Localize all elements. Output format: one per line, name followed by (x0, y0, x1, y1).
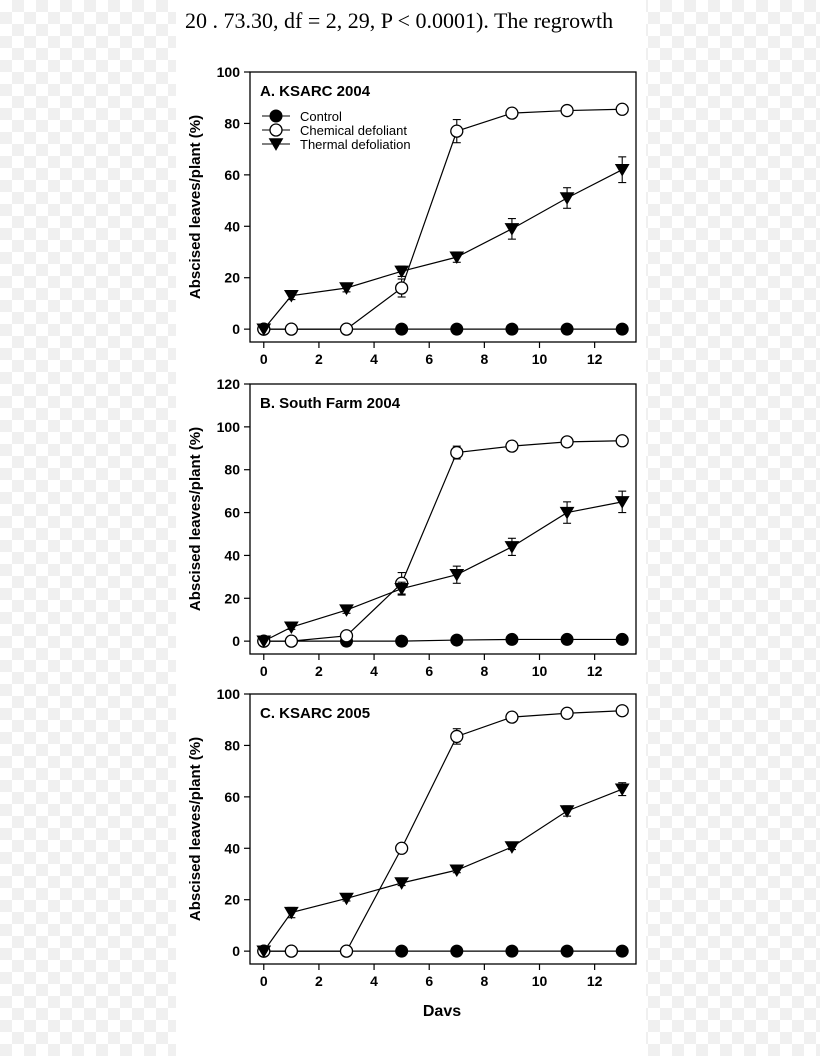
y-tick-label: 20 (224, 891, 240, 908)
data-point-chemical-defoliant (341, 945, 353, 957)
x-tick-label: 2 (315, 351, 323, 367)
data-point-thermal-defoliation (340, 893, 353, 904)
x-tick-label: 2 (315, 973, 323, 989)
legend-marker (270, 124, 282, 136)
y-tick-label: 40 (224, 218, 240, 235)
data-point-control (506, 323, 518, 335)
legend-marker (270, 110, 282, 122)
data-point-thermal-defoliation (450, 252, 463, 263)
data-point-thermal-defoliation (285, 291, 298, 302)
data-point-chemical-defoliant (451, 125, 463, 137)
legend-label: Thermal defoliation (300, 137, 411, 152)
data-point-control (561, 323, 573, 335)
x-tick-label: 4 (370, 351, 378, 367)
y-tick-label: 0 (232, 321, 240, 338)
data-point-thermal-defoliation (505, 542, 518, 553)
data-point-chemical-defoliant (341, 630, 353, 642)
data-point-control (451, 634, 463, 646)
data-point-chemical-defoliant (561, 105, 573, 117)
y-tick-label: 40 (224, 840, 240, 857)
y-tick-label: 60 (224, 166, 240, 183)
data-point-chemical-defoliant (616, 705, 628, 717)
data-point-chemical-defoliant (506, 440, 518, 452)
y-tick-label: 80 (224, 461, 240, 478)
data-point-chemical-defoliant (616, 435, 628, 447)
x-tick-label: 6 (425, 663, 434, 679)
x-tick-label: 10 (531, 973, 548, 989)
y-tick-label: 0 (232, 943, 240, 960)
data-point-thermal-defoliation (285, 622, 298, 633)
y-tick-label: 120 (216, 376, 240, 392)
x-tick-label: 0 (259, 663, 268, 679)
data-point-control (396, 945, 408, 957)
data-point-thermal-defoliation (395, 878, 408, 889)
panel-title: C. KSARC 2005 (260, 705, 371, 722)
data-point-control (506, 945, 518, 957)
data-point-control (451, 945, 463, 957)
y-tick-label: 60 (224, 504, 240, 521)
panel-title: B. South Farm 2004 (260, 395, 401, 412)
data-point-thermal-defoliation (395, 583, 408, 594)
cropped-body-text: 20 . 73.30, df = 2, 29, P < 0.0001). The regrowth (185, 10, 614, 33)
x-tick-label: 10 (531, 663, 548, 679)
series-line-chemical-defoliant (264, 711, 622, 951)
x-tick-label: 4 (370, 973, 378, 989)
panel-a (187, 64, 636, 367)
panel-c (187, 686, 636, 989)
data-point-control (616, 945, 628, 957)
x-tick-label: 6 (425, 973, 434, 989)
data-point-thermal-defoliation (340, 605, 353, 616)
axes-frame (250, 384, 636, 654)
y-tick-label: 40 (224, 547, 240, 564)
y-tick-label: 60 (224, 788, 240, 805)
y-tick-label: 80 (224, 115, 240, 132)
x-tick-label: 2 (315, 663, 323, 679)
data-point-control (561, 945, 573, 957)
legend-label: Chemical defoliant (300, 123, 407, 138)
data-point-control (616, 323, 628, 335)
data-point-thermal-defoliation (616, 784, 629, 795)
data-point-thermal-defoliation (505, 224, 518, 235)
data-point-thermal-defoliation (616, 165, 629, 176)
data-point-control (396, 323, 408, 335)
data-point-control (396, 635, 408, 647)
data-point-chemical-defoliant (396, 282, 408, 294)
legend-label: Control (300, 109, 342, 124)
x-tick-label: 12 (586, 973, 603, 989)
x-tick-label: 12 (586, 351, 603, 367)
data-point-chemical-defoliant (506, 107, 518, 119)
y-tick-label: 20 (224, 269, 240, 286)
data-point-control (616, 633, 628, 645)
data-point-thermal-defoliation (561, 806, 574, 817)
y-tick-label: 0 (232, 633, 240, 650)
x-tick-label: 0 (259, 351, 268, 367)
x-tick-label: 6 (425, 351, 434, 367)
data-point-thermal-defoliation (450, 570, 463, 581)
x-tick-label: 10 (531, 351, 548, 367)
data-point-chemical-defoliant (285, 945, 297, 957)
series-line-chemical-defoliant (264, 441, 622, 641)
panel-b (187, 376, 636, 679)
y-axis-label: Abscised leaves/plant (%) (187, 114, 204, 300)
y-tick-label: 80 (224, 737, 240, 754)
data-point-thermal-defoliation (561, 193, 574, 204)
y-axis-label: Abscised leaves/plant (%) (187, 426, 204, 612)
data-point-chemical-defoliant (341, 323, 353, 335)
data-point-chemical-defoliant (396, 842, 408, 854)
data-point-control (506, 633, 518, 645)
panel-title: A. KSARC 2004 (260, 83, 371, 100)
data-point-control (561, 633, 573, 645)
data-point-chemical-defoliant (451, 447, 463, 459)
x-tick-label: 0 (259, 973, 268, 989)
x-axis-label: Davs (422, 1003, 462, 1020)
data-point-chemical-defoliant (506, 711, 518, 723)
data-point-chemical-defoliant (451, 730, 463, 742)
y-tick-label: 20 (224, 590, 240, 607)
x-tick-label: 8 (480, 973, 489, 989)
data-point-thermal-defoliation (285, 907, 298, 918)
y-tick-label: 100 (216, 686, 240, 702)
axes-frame (250, 694, 636, 964)
y-axis-label: Abscised leaves/plant (%) (187, 736, 204, 922)
data-point-chemical-defoliant (561, 436, 573, 448)
x-tick-label: 12 (586, 663, 603, 679)
data-point-chemical-defoliant (285, 635, 297, 647)
x-tick-label: 8 (480, 351, 489, 367)
data-point-thermal-defoliation (450, 865, 463, 876)
y-tick-label: 100 (216, 418, 240, 435)
data-point-chemical-defoliant (561, 707, 573, 719)
x-tick-label: 4 (370, 663, 378, 679)
data-point-thermal-defoliation (505, 842, 518, 853)
data-point-thermal-defoliation (561, 507, 574, 518)
y-tick-label: 100 (216, 64, 240, 80)
data-point-control (451, 323, 463, 335)
data-point-chemical-defoliant (285, 323, 297, 335)
x-tick-label: 8 (480, 663, 489, 679)
data-point-chemical-defoliant (616, 103, 628, 115)
